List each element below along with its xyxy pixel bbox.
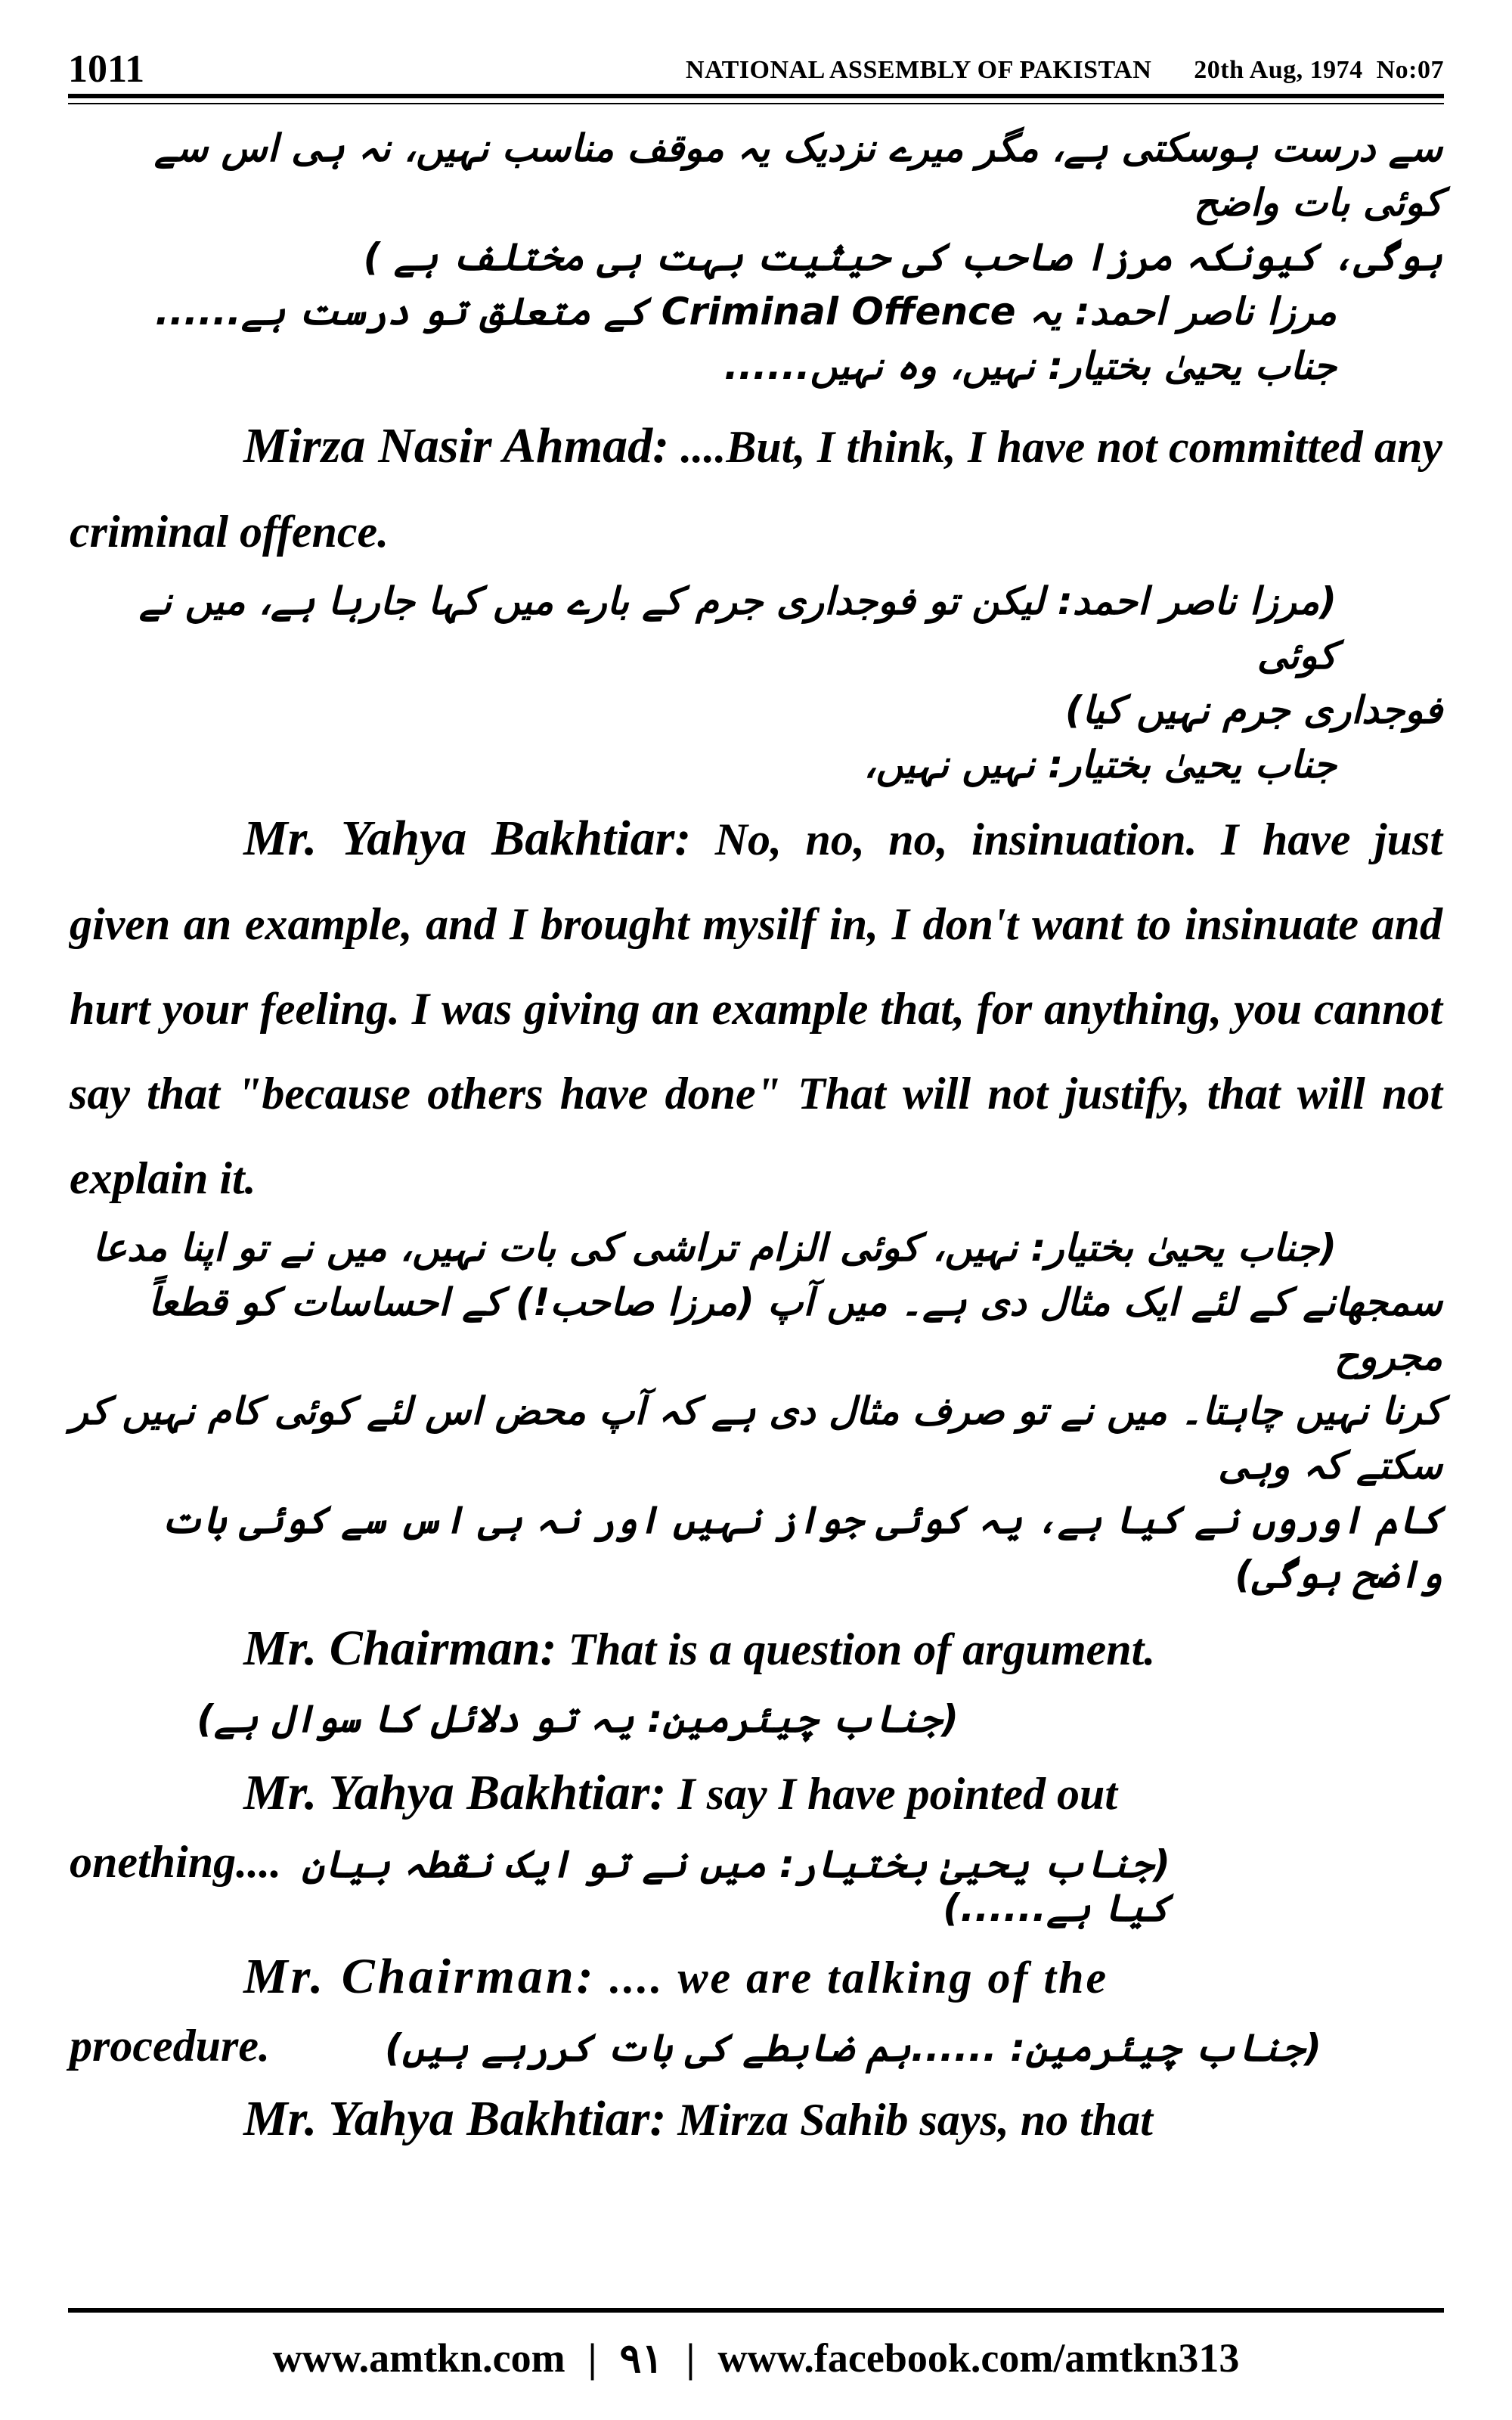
english-paragraph <box>70 404 1442 574</box>
header-title: NATIONAL ASSEMBLY OF PAKISTAN <box>686 56 1152 84</box>
header-meta <box>686 56 1444 89</box>
speaker-name: Mr. Yahya Bakhtiar: <box>243 811 692 866</box>
urdu-line: ہوگی، کیونکہ مرزا صاحب کی حیثیت بہت ہی مختلف ہے ) <box>363 235 1442 279</box>
footer-rule <box>68 2308 1444 2313</box>
speech-text: That is a question of argument. <box>556 1624 1156 1674</box>
speaker-name: Mr. Yahya Bakhtiar: <box>243 1765 667 1820</box>
urdu-line: جناب یحییٰ بختیار: نہیں، وہ نہیں...... <box>723 344 1337 388</box>
urdu-inline: (جناب چیئرمین: ......ہم ضابطے کی بات کررہے ہیں) <box>384 2026 1321 2070</box>
speaker-name: Mr. Yahya Bakhtiar: <box>243 2091 667 2146</box>
header-date-issue <box>1194 56 1444 85</box>
english-paragraph <box>70 1606 1442 1692</box>
english-paragraph <box>70 796 1442 1221</box>
urdu-line: مرزا ناصر احمد: یہ Criminal Offence کے متعلق تو درست ہے...... <box>155 290 1337 334</box>
speaker-name: Mr. Chairman: <box>243 1949 596 2004</box>
footer-separator: | <box>686 2335 696 2381</box>
page-header <box>68 36 1444 89</box>
urdu-line: کرنا نہیں چاہتا۔ میں نے تو صرف مثال دی ہے کہ آپ محض اس لئے کوئی کام نہیں کر سکتے کہ وہی <box>70 1389 1442 1488</box>
urdu-inline: (جناب یحییٰ بختیار: میں نے تو ایک نقطہ بیان کیا ہے......) <box>302 1842 1170 1930</box>
speech-text: I say I have pointed out <box>666 1769 1118 1819</box>
mixed-line <box>70 1836 1442 1930</box>
english-continuation: procedure. <box>70 2021 270 2071</box>
footer-separator: | <box>587 2335 597 2381</box>
urdu-line: (جناب چیئرمین: یہ تو دلائل کا سوال ہے) <box>197 1697 959 1741</box>
speech-text: .... we are talking of the <box>596 1953 1109 2003</box>
page-body <box>70 121 1442 2162</box>
speaker-name: Mirza Nasir Ahmad: <box>243 418 670 473</box>
english-paragraph <box>70 2077 1442 2162</box>
header-issue: No:07 <box>1376 56 1444 84</box>
page-footer <box>68 2328 1444 2388</box>
english-paragraph <box>70 1934 1442 2020</box>
header-rule-thick <box>68 94 1444 98</box>
footer-facebook-link[interactable]: www.facebook.com/amtkn313 <box>717 2335 1240 2381</box>
urdu-line: (جناب یحییٰ بختیار: نہیں، کوئی الزام تراشی کی بات نہیں، میں نے تو اپنا مدعا <box>92 1226 1337 1270</box>
speech-text: Mirza Sahib says, no that <box>666 2095 1153 2145</box>
speaker-name: Mr. Chairman: <box>243 1621 557 1676</box>
header-rule-thin <box>68 103 1444 104</box>
header-date: 20th Aug, 1974 <box>1194 56 1363 84</box>
mixed-line <box>70 2020 1442 2072</box>
english-continuation: onething.... <box>70 1837 282 1887</box>
urdu-line: سمجھانے کے لئے ایک مثال دی ہے۔ میں آپ (مرزا صاحب!) کے احساسات کو قطعاً مجروح <box>148 1280 1442 1379</box>
urdu-line: سے درست ہوسکتی ہے، مگر میرے نزدیک یہ موقف مناسب نہیں، نہ ہی اس سے کوئی بات واضح <box>154 126 1442 225</box>
speech-text: ....But, I think, I have not committed any criminal offence. <box>70 422 1442 557</box>
urdu-line: فوجداری جرم نہیں کیا) <box>1064 688 1442 732</box>
footer-page-urdu: ۹۱ <box>619 2335 664 2381</box>
page-number: 1011 <box>68 48 145 91</box>
urdu-line: (مرزا ناصر احمد: لیکن تو فوجداری جرم کے بارے میں کہا جارہا ہے، میں نے کوئی <box>138 579 1337 678</box>
urdu-line: کام اوروں نے کیا ہے، یہ کوئی جواز نہیں اور نہ ہی اس سے کوئی بات واضح ہوگی) <box>160 1498 1442 1596</box>
urdu-line: جناب یحییٰ بختیار: نہیں نہیں، <box>863 743 1337 786</box>
footer-website-link[interactable]: www.amtkn.com <box>272 2335 565 2381</box>
speech-text: No, no, no, insinuation. I have just given an example, and I brought mysilf in, I don't want to insinuate and hurt your feeling. I was giving an example that, for anything, you cannot say that "because others have done" That will not justify, that will not explain it. <box>70 814 1442 1203</box>
english-paragraph <box>70 1751 1442 1836</box>
